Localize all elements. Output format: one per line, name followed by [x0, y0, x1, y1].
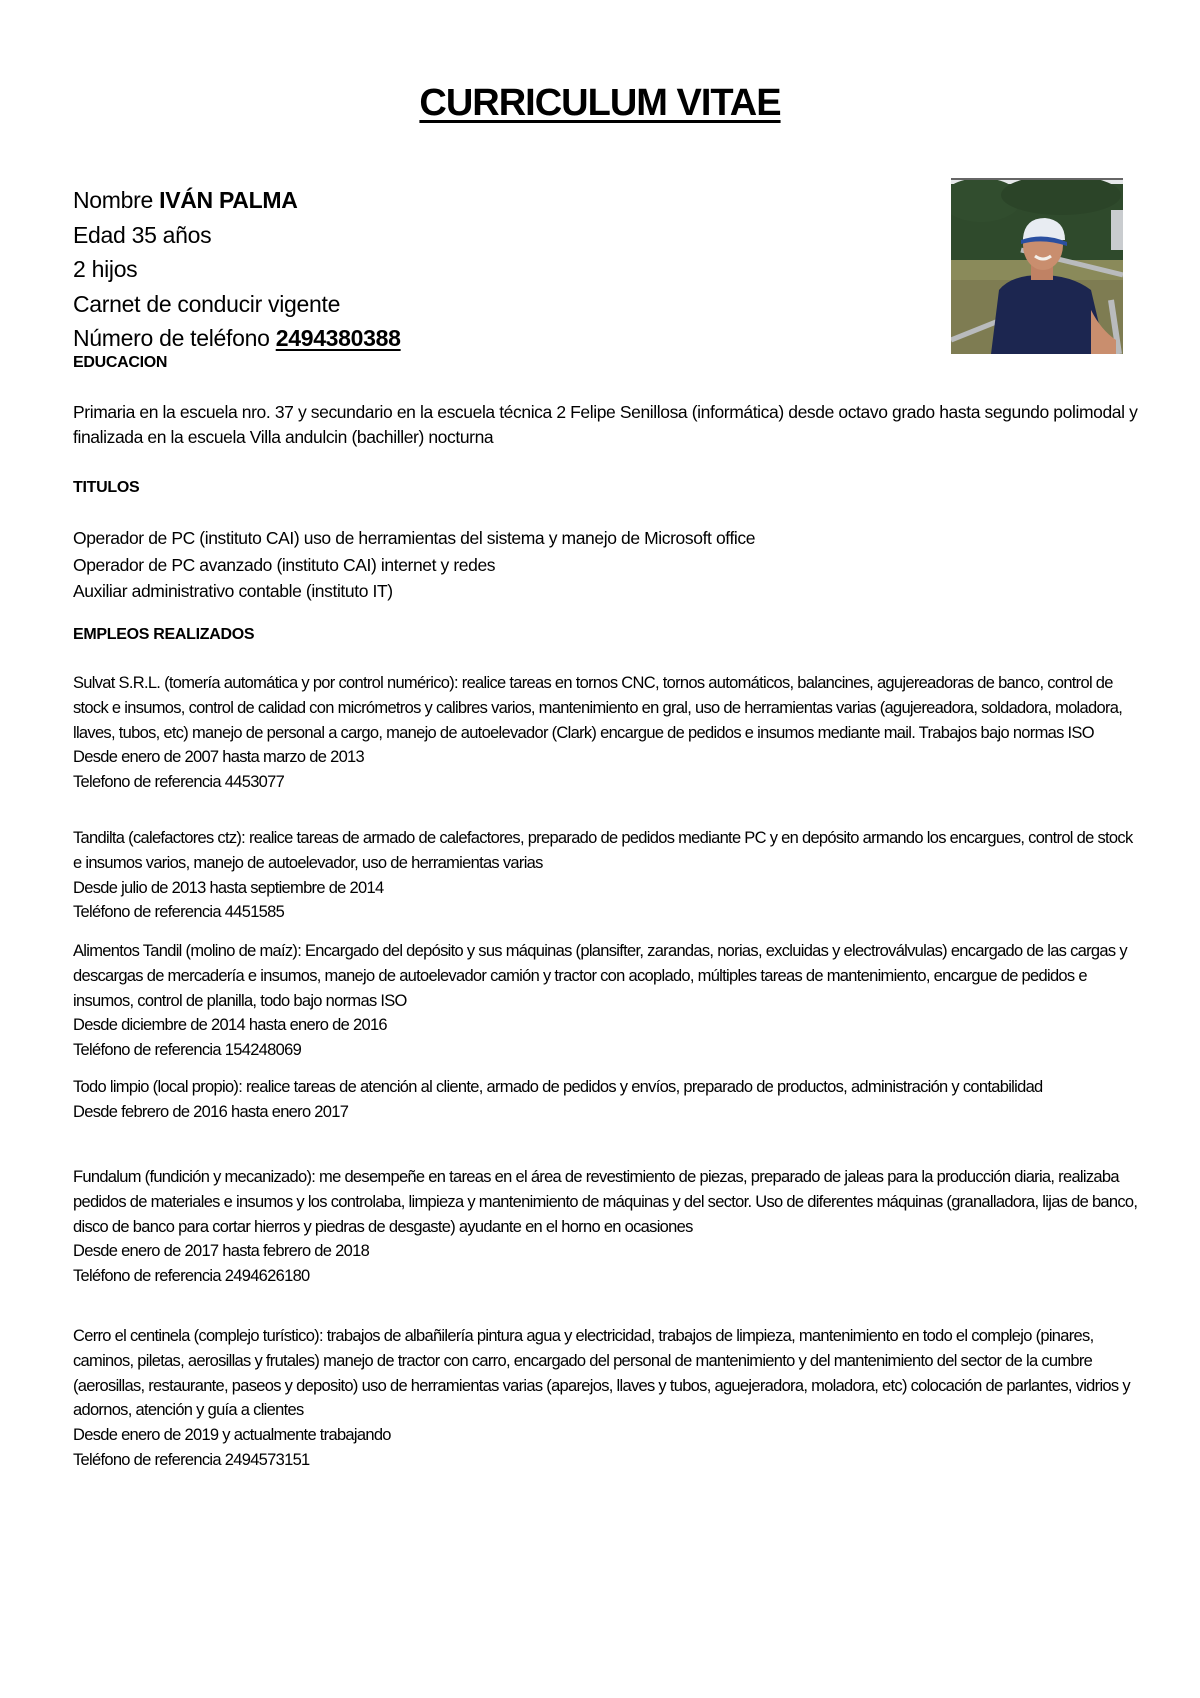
name-line: [73, 183, 401, 218]
phone-value: 2494380388: [275, 325, 401, 351]
job-reference: Teléfono de referencia 2494573151: [73, 1450, 310, 1469]
name-value: IVÁN PALMA: [159, 187, 298, 213]
job-reference: Teléfono de referencia 154248069: [73, 1041, 302, 1060]
job-description: Sulvat S.R.L. (tomería automática y por control numérico): realice tareas en tornos CNC, tornos automáticos, balancines, agujereadoras de banco, control de stock e insumos, control de calidad con micrómetros y calibres varios, mantenimiento en gral, uso de herramientas varias (agujereadora, soldadora, moladora, llaves, tubos, etc) manejo de personal a cargo, manejo de autoelevador (Clark) encargue de pedidos e insumos mediante mail. Trabajos bajo normas ISO: [73, 674, 1123, 742]
job-reference: Telefono de referencia 4453077: [73, 773, 285, 792]
jobs-heading: EMPLEOS REALIZADOS: [73, 626, 255, 643]
title-item: Auxiliar administrativo contable (instituto IT): [73, 581, 393, 601]
job-dates: Desde enero de 2007 hasta marzo de 2013: [73, 748, 365, 767]
job-dates: Desde enero de 2019 y actualmente trabajando: [73, 1426, 391, 1445]
phone-line: [73, 321, 401, 356]
education-text: Primaria en la escuela nro. 37 y secundario en la escuela técnica 2 Felipe Senillosa (informática) desde octavo grado hasta segundo polimodal y finalizada en la escuela Villa andulcin (bachiller) nocturna: [73, 402, 1138, 447]
job-description: Cerro el centinela (complejo turístico): trabajos de albañilería pintura agua y electricidad, trabajos de limpieza, mantenimiento en todo el complejo (pinares, caminos, piletas, aerosillas y frutales) manejo de tractor con carro, encargado del personal de mantenimiento y del mantenimiento del sector de la cumbre (aerosillas, restaurante, paseos y deposito) uso de herramientas varias (aparejos, llaves y tubos, aguejeradora, moladora, etc) colocación de parlantes, vidrios y adornos, atención y guía a clientes: [73, 1327, 1130, 1420]
job-entry: [73, 671, 1143, 795]
job-dates: Desde febrero de 2016 hasta enero 2017: [73, 1102, 349, 1121]
document-title: [0, 82, 1200, 125]
name-label: Nombre: [73, 187, 154, 213]
titles-heading: TITULOS: [73, 479, 140, 496]
job-reference: Teléfono de referencia 2494626180: [73, 1267, 310, 1286]
titles-list: [73, 525, 755, 605]
job-dates: Desde enero de 2017 hasta febrero de 2018: [73, 1242, 370, 1261]
portrait-photo: [951, 178, 1123, 354]
job-entry: [73, 1075, 1143, 1125]
education-heading: EDUCACION: [73, 354, 168, 371]
job-entry: [73, 826, 1143, 925]
job-description: Alimentos Tandil (molino de maíz): Encargado del depósito y sus máquinas (plansifter, zarandas, norias, excluidas y electroválvulas) encargado de las cargas y descargas de mercadería e insumos, manejo de autoelevador camión y tractor con acoplado, múltiples tareas de mantenimiento, encargue de pedidos e insumos, control de planilla, todo bajo normas ISO: [73, 942, 1127, 1010]
job-dates: Desde julio de 2013 hasta septiembre de 2014: [73, 878, 384, 897]
job-description: Fundalum (fundición y mecanizado): me desempeñe en tareas en el área de revestimiento de piezas, preparado de jaleas para la producción diaria, realizaba pedidos de materiales e insumos y los controlaba, limpieza y mantenimiento de máquinas y del sector. Uso de diferentes máquinas (granalladora, lijas de banco, disco de banco para cortar hierros y piedras de desgaste) ayudante en el horno en ocasiones: [73, 1168, 1138, 1236]
job-entry: [73, 1324, 1143, 1473]
children-line: 2 hijos: [73, 256, 138, 282]
job-description: Tandilta (calefactores ctz): realice tareas de armado de calefactores, preparado de pedidos mediante PC y en depósito armando los encargues, control de stock e insumos varios, manejo de autoelevador, uso de herramientas varias: [73, 829, 1133, 872]
job-reference: Teléfono de referencia 4451585: [73, 903, 285, 922]
phone-label: Número de teléfono: [73, 325, 270, 351]
personal-info: [73, 183, 401, 356]
document-title-text: CURRICULUM VITAE: [419, 82, 781, 124]
portrait-image-icon: [951, 180, 1123, 354]
job-entry: [73, 939, 1143, 1063]
age-line: Edad 35 años: [73, 221, 212, 248]
license-line: Carnet de conducir vigente: [73, 290, 341, 317]
job-dates: Desde diciembre de 2014 hasta enero de 2016: [73, 1016, 387, 1035]
job-description: Todo limpio (local propio): realice tareas de atención al cliente, armado de pedidos y envíos, preparado de productos, administración y contabilidad: [73, 1078, 1043, 1096]
title-item: Operador de PC avanzado (instituto CAI) internet y redes: [73, 554, 496, 575]
job-entry: [73, 1165, 1143, 1289]
title-item: Operador de PC (instituto CAI) uso de herramientas del sistema y manejo de Microsoft office: [73, 528, 756, 548]
